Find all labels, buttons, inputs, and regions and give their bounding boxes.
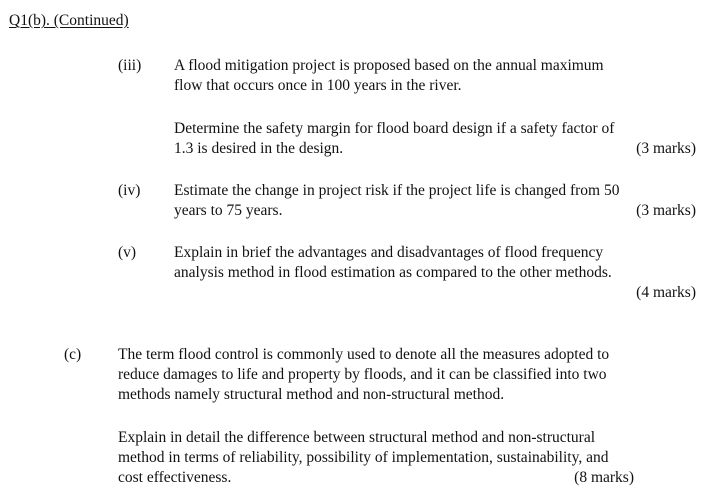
part-c-line-2: reduce damages to life and property by floods, and it can be classified into two xyxy=(118,366,607,383)
item-iv-line-1: Estimate the change in project risk if the project life is changed from 50 xyxy=(174,182,620,199)
section-heading: Q1(b). (Continued) xyxy=(9,12,129,29)
part-c-label: (c) xyxy=(64,346,82,363)
item-iv-marks: (3 marks) xyxy=(636,202,696,219)
item-iii-question xyxy=(174,56,696,96)
item-iii-marks: (3 marks) xyxy=(636,140,696,157)
part-c-line-1: The term flood control is commonly used to denote all the measures adopted to xyxy=(118,346,610,363)
part-c-sub-line-1: Explain in detail the difference between structural method and non-structural xyxy=(118,429,596,446)
item-v-line-1: Explain in brief the advantages and disadvantages of flood frequency xyxy=(174,244,604,261)
item-v-marks: (4 marks) xyxy=(636,284,696,301)
part-c-question xyxy=(118,428,696,488)
item-iv-question xyxy=(174,181,696,221)
item-v-label: (v) xyxy=(118,244,137,261)
item-iii-label: (iii) xyxy=(118,57,142,74)
part-c-statement xyxy=(118,345,696,405)
item-iii-subquestion xyxy=(174,119,696,159)
part-c-marks: (8 marks) xyxy=(574,469,634,486)
part-c-sub-line-3: cost effectiveness. xyxy=(118,469,232,486)
item-iii-sub-line-1: Determine the safety margin for flood board design if a safety factor of xyxy=(174,120,615,137)
part-c-sub-line-2: method in terms of reliability, possibility of implementation, sustainability, and xyxy=(118,449,609,466)
item-iii-line-2: flow that occurs once in 100 years in the river. xyxy=(174,77,462,94)
item-iv-line-2: years to 75 years. xyxy=(174,202,283,219)
item-v-question xyxy=(174,243,696,303)
item-iii-line-1: A flood mitigation project is proposed based on the annual maximum xyxy=(174,57,604,74)
item-iii-sub-line-2: 1.3 is desired in the design. xyxy=(174,140,344,157)
part-c-line-3: methods namely structural method and non-structural method. xyxy=(118,386,505,403)
item-iv-label: (iv) xyxy=(118,182,141,199)
item-v-line-2: analysis method in flood estimation as compared to the other methods. xyxy=(174,264,612,281)
